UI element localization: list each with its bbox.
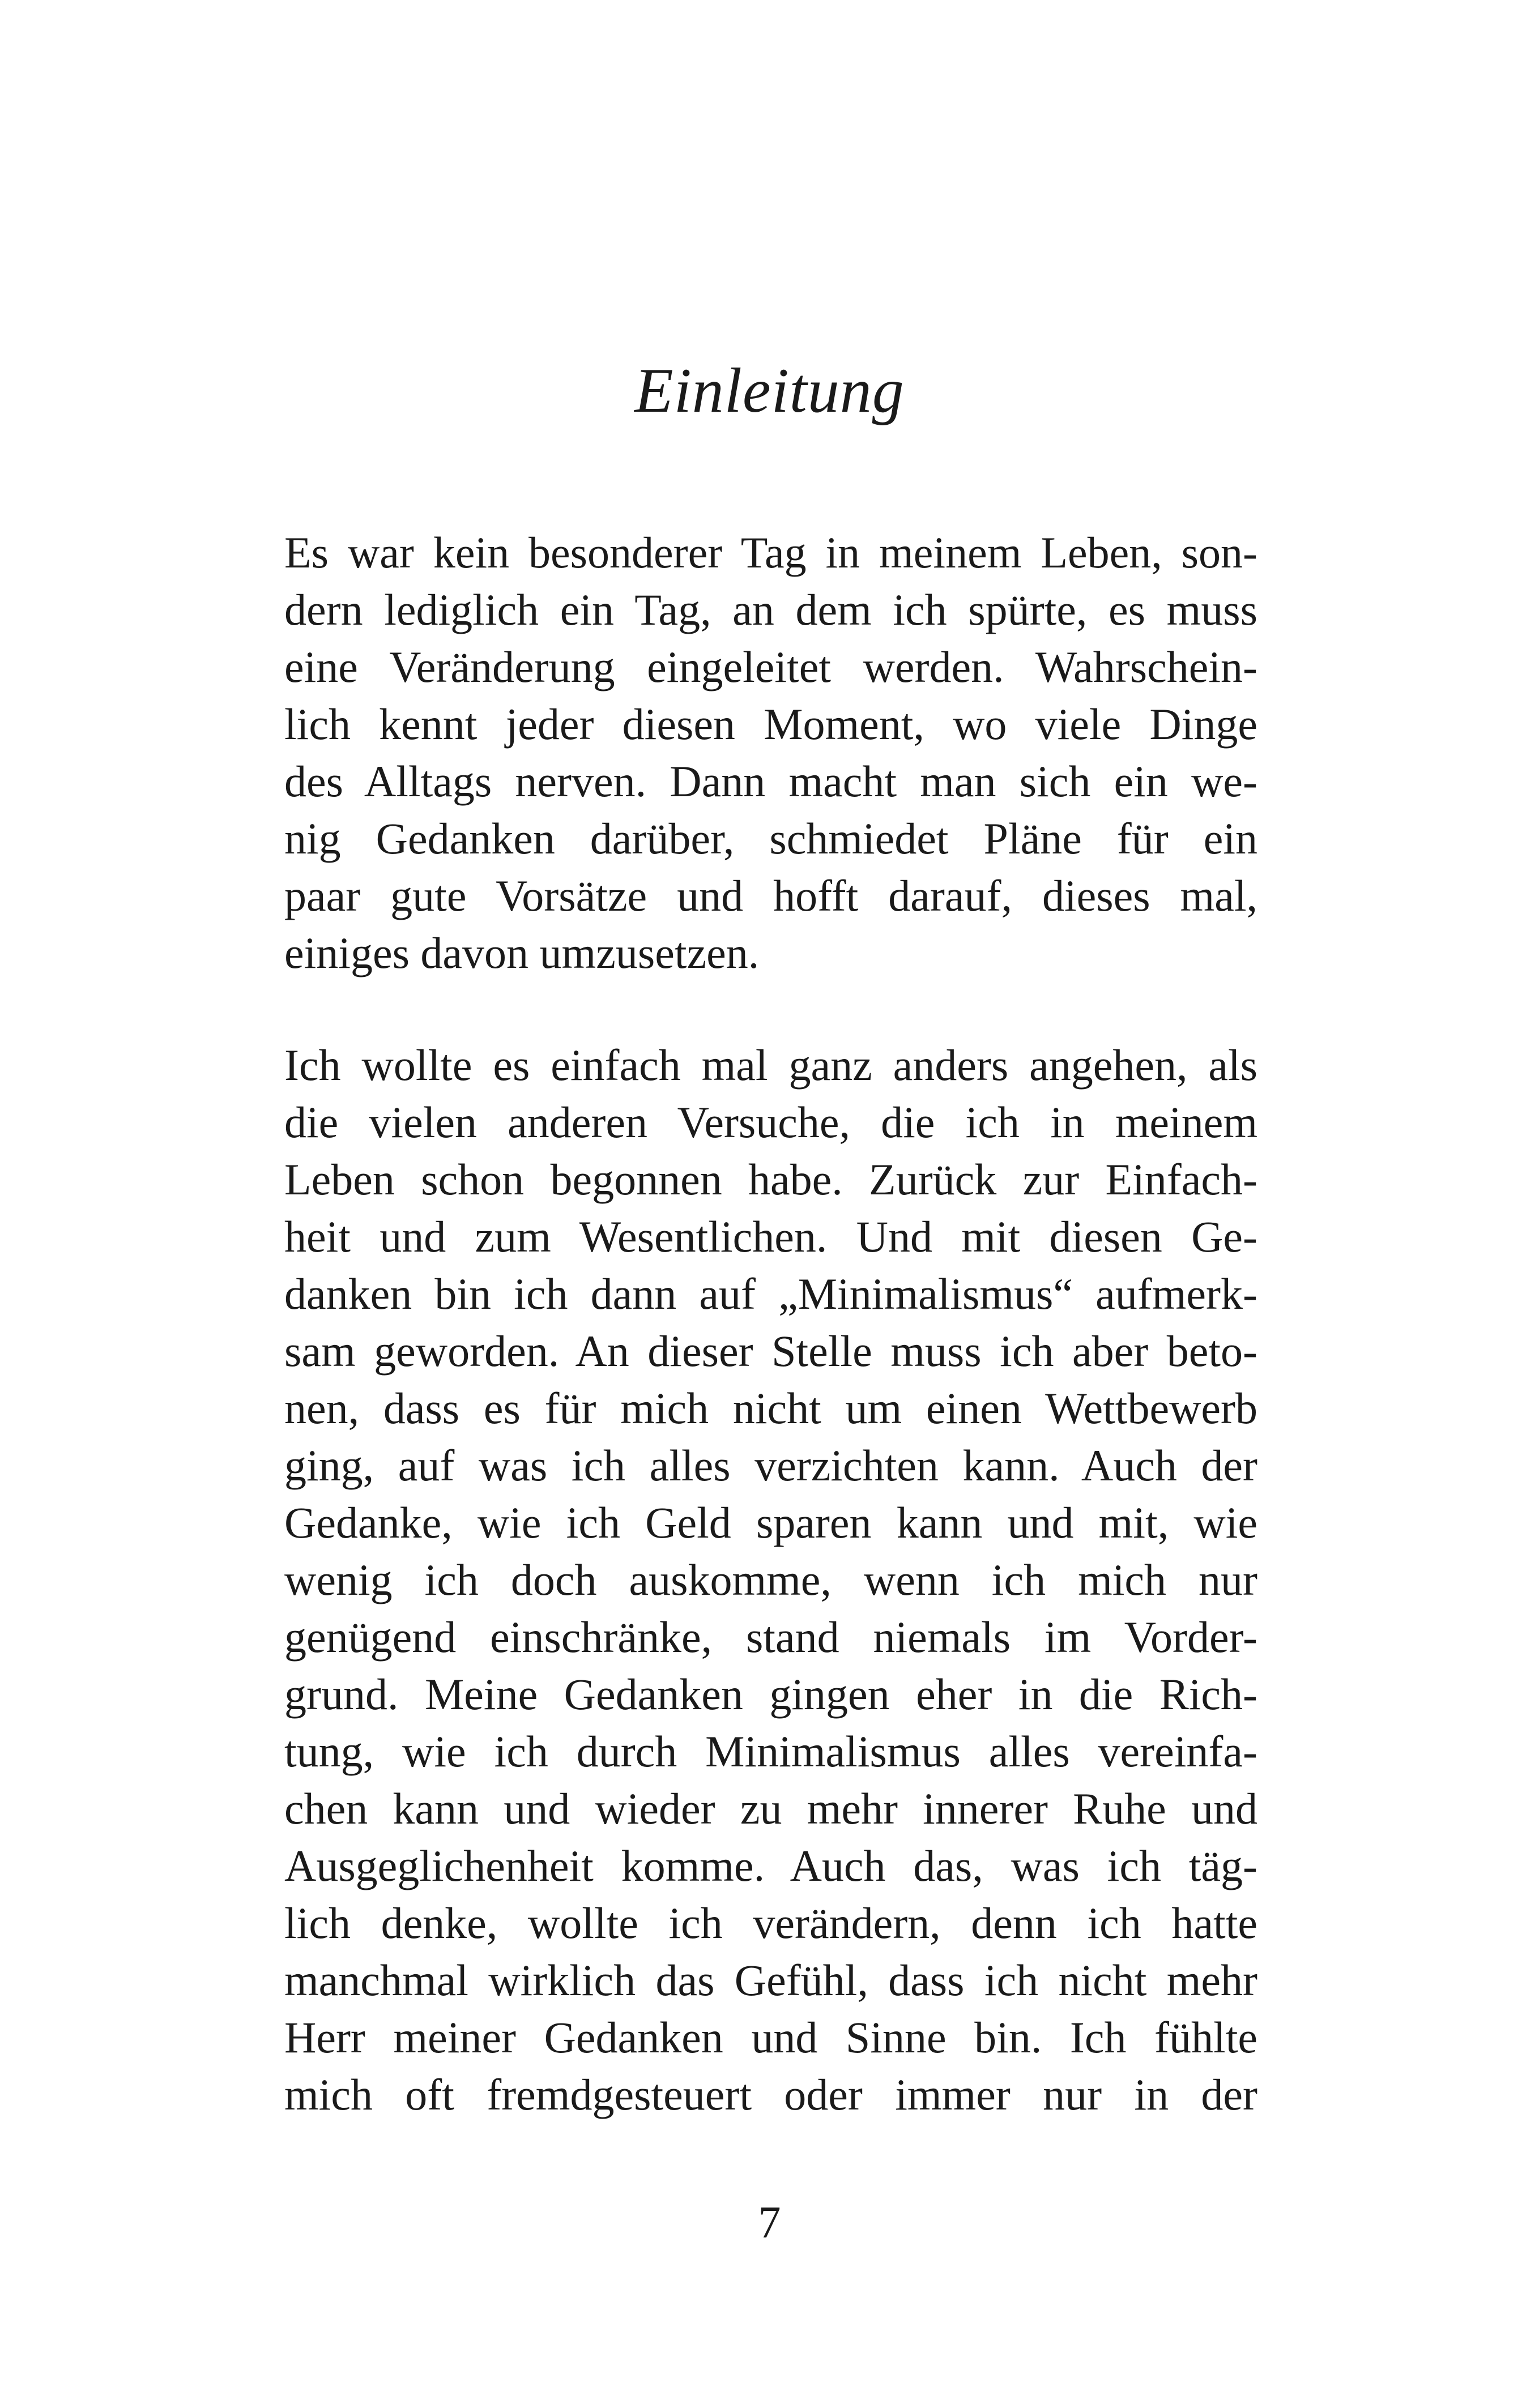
text-line: nig Gedanken darüber, schmiedet Pläne für ein xyxy=(284,814,1257,863)
text-line: dern lediglich ein Tag, an dem ich spürte, es muss xyxy=(284,585,1257,634)
chapter-title: Einleitung xyxy=(634,356,905,426)
text-line: manchmal wirklich das Gefühl, dass ich nicht mehr xyxy=(284,1956,1257,2005)
text-line: eine Veränderung eingeleitet werden. Wahrschein- xyxy=(284,642,1257,691)
text-line: paar gute Vorsätze und hofft darauf, dieses mal, xyxy=(284,871,1257,920)
text-line: genügend einschränke, stand niemals im Vorder- xyxy=(284,1612,1257,1662)
text-line: lich denke, wollte ich verändern, denn ich hatte xyxy=(284,1898,1257,1948)
text-line: Ausgeglichenheit komme. Auch das, was ich täg- xyxy=(284,1841,1257,1890)
text-line: lich kennt jeder diesen Moment, wo viele Dinge xyxy=(284,699,1257,749)
text-line: nen, dass es für mich nicht um einen Wettbewerb xyxy=(284,1384,1257,1433)
text-line: danken bin ich dann auf „Minimalismus“ aufmerk- xyxy=(284,1269,1257,1318)
text-line: heit und zum Wesentlichen. Und mit diesen Ge- xyxy=(284,1212,1257,1261)
text-line: ging, auf was ich alles verzichten kann. Auch der xyxy=(284,1441,1257,1490)
paragraph-1 xyxy=(284,524,1257,981)
text-line: einiges davon umzusetzen. xyxy=(284,928,760,977)
text-line: Ich wollte es einfach mal ganz anders angehen, als xyxy=(284,1040,1257,1090)
text-line: Es war kein besonderer Tag in meinem Leben, son- xyxy=(284,528,1257,577)
text-line: Gedanke, wie ich Geld sparen kann und mit, wie xyxy=(284,1498,1257,1547)
text-line: wenig ich doch auskomme, wenn ich mich nur xyxy=(284,1555,1257,1604)
text-line: Leben schon begonnen habe. Zurück zur Einfach- xyxy=(284,1155,1257,1204)
text-line: des Alltags nerven. Dann macht man sich ein we- xyxy=(284,757,1257,806)
page-number: 7 xyxy=(758,2198,781,2248)
text-line: sam geworden. An dieser Stelle muss ich aber beto- xyxy=(284,1326,1257,1376)
text-line: chen kann und wieder zu mehr innerer Ruhe und xyxy=(284,1784,1257,1833)
text-line: grund. Meine Gedanken gingen eher in die Rich- xyxy=(284,1670,1257,1719)
text-line: die vielen anderen Versuche, die ich in meinem xyxy=(284,1098,1257,1147)
paragraph-2 xyxy=(284,1036,1257,2123)
text-line: Herr meiner Gedanken und Sinne bin. Ich fühlte xyxy=(284,2013,1257,2062)
text-line: mich oft fremdgesteuert oder immer nur in der xyxy=(284,2070,1257,2119)
text-line: tung, wie ich durch Minimalismus alles vereinfa- xyxy=(284,1727,1257,1776)
